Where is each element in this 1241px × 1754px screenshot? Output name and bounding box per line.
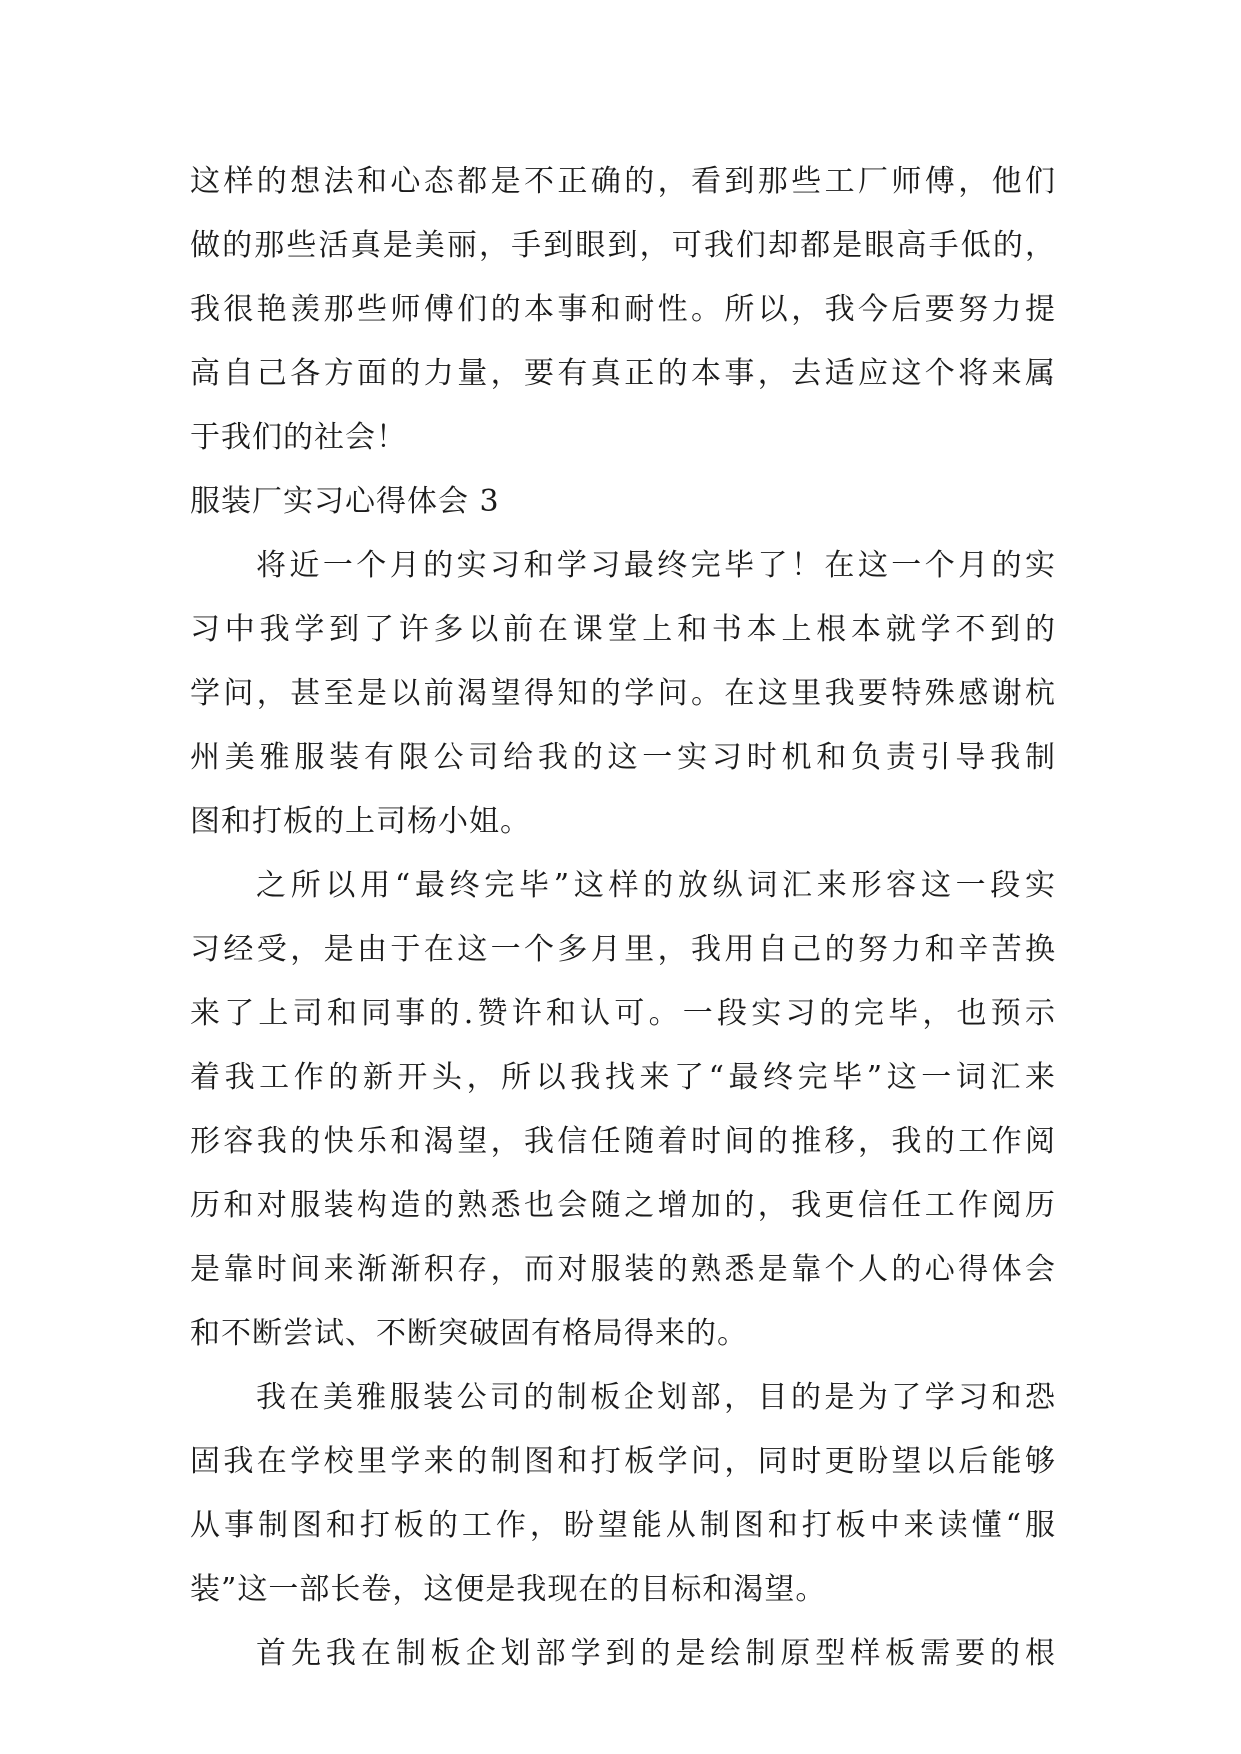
text-line: 学问，甚至是以前渴望得知的学问。在这里我要特殊感谢杭 xyxy=(190,676,1056,711)
text-line: 历和对服装构造的熟悉也会随之增加的，我更信任工作阅历 xyxy=(190,1188,1056,1223)
text-line: 我在美雅服装公司的制板企划部，目的是为了学习和恐 xyxy=(256,1380,1056,1415)
paragraph-4 xyxy=(190,1622,1056,1686)
text-line: 着我工作的新开头，所以我找来了“最终完毕”这一词汇来 xyxy=(190,1060,1056,1095)
text-line: 首先我在制板企划部学到的是绘制原型样板需要的根 xyxy=(256,1636,1056,1671)
text-line: 高自己各方面的力量，要有真正的本事，去适应这个将来属 xyxy=(190,356,1056,391)
text-line: 于我们的社会！ xyxy=(190,420,407,455)
text-line: 州美雅服装有限公司给我的这一实习时机和负责引导我制 xyxy=(190,740,1056,775)
text-line: 做的那些活真是美丽，手到眼到，可我们却都是眼高手低的， xyxy=(190,228,1056,263)
paragraph-2 xyxy=(190,854,1056,1366)
text-line: 我很艳羡那些师傅们的本事和耐性。所以，我今后要努力提 xyxy=(190,292,1056,327)
paragraph-1 xyxy=(190,534,1056,854)
text-line: 来了上司和同事的.赞许和认可。一段实习的完毕，也预示 xyxy=(190,996,1056,1031)
text-line: 是靠时间来渐渐积存，而对服装的熟悉是靠个人的心得体会 xyxy=(190,1252,1056,1287)
section-heading: 服装厂实习心得体会 3 xyxy=(190,484,500,519)
text-line: 之所以用“最终完毕”这样的放纵词汇来形容这一段实 xyxy=(256,868,1056,903)
text-line: 从事制图和打板的工作，盼望能从制图和打板中来读懂“服 xyxy=(190,1508,1056,1543)
text-line: 和不断尝试、不断突破固有格局得来的。 xyxy=(190,1316,748,1351)
text-line: 形容我的快乐和渴望，我信任随着时间的推移，我的工作阅 xyxy=(190,1124,1056,1159)
paragraph-continued xyxy=(190,150,1056,470)
text-line: 习经受，是由于在这一个多月里，我用自己的努力和辛苦换 xyxy=(190,932,1056,967)
text-line: 装”这一部长卷，这便是我现在的目标和渴望。 xyxy=(190,1572,827,1607)
text-line: 这样的想法和心态都是不正确的，看到那些工厂师傅，他们 xyxy=(190,164,1056,199)
text-line: 将近一个月的实习和学习最终完毕了！在这一个月的实 xyxy=(256,548,1056,583)
document-page xyxy=(190,150,1056,1686)
text-line: 习中我学到了许多以前在课堂上和书本上根本就学不到的 xyxy=(190,612,1056,647)
paragraph-3 xyxy=(190,1366,1056,1622)
text-line: 固我在学校里学来的制图和打板学问，同时更盼望以后能够 xyxy=(190,1444,1056,1479)
text-line: 图和打板的上司杨小姐。 xyxy=(190,804,531,839)
